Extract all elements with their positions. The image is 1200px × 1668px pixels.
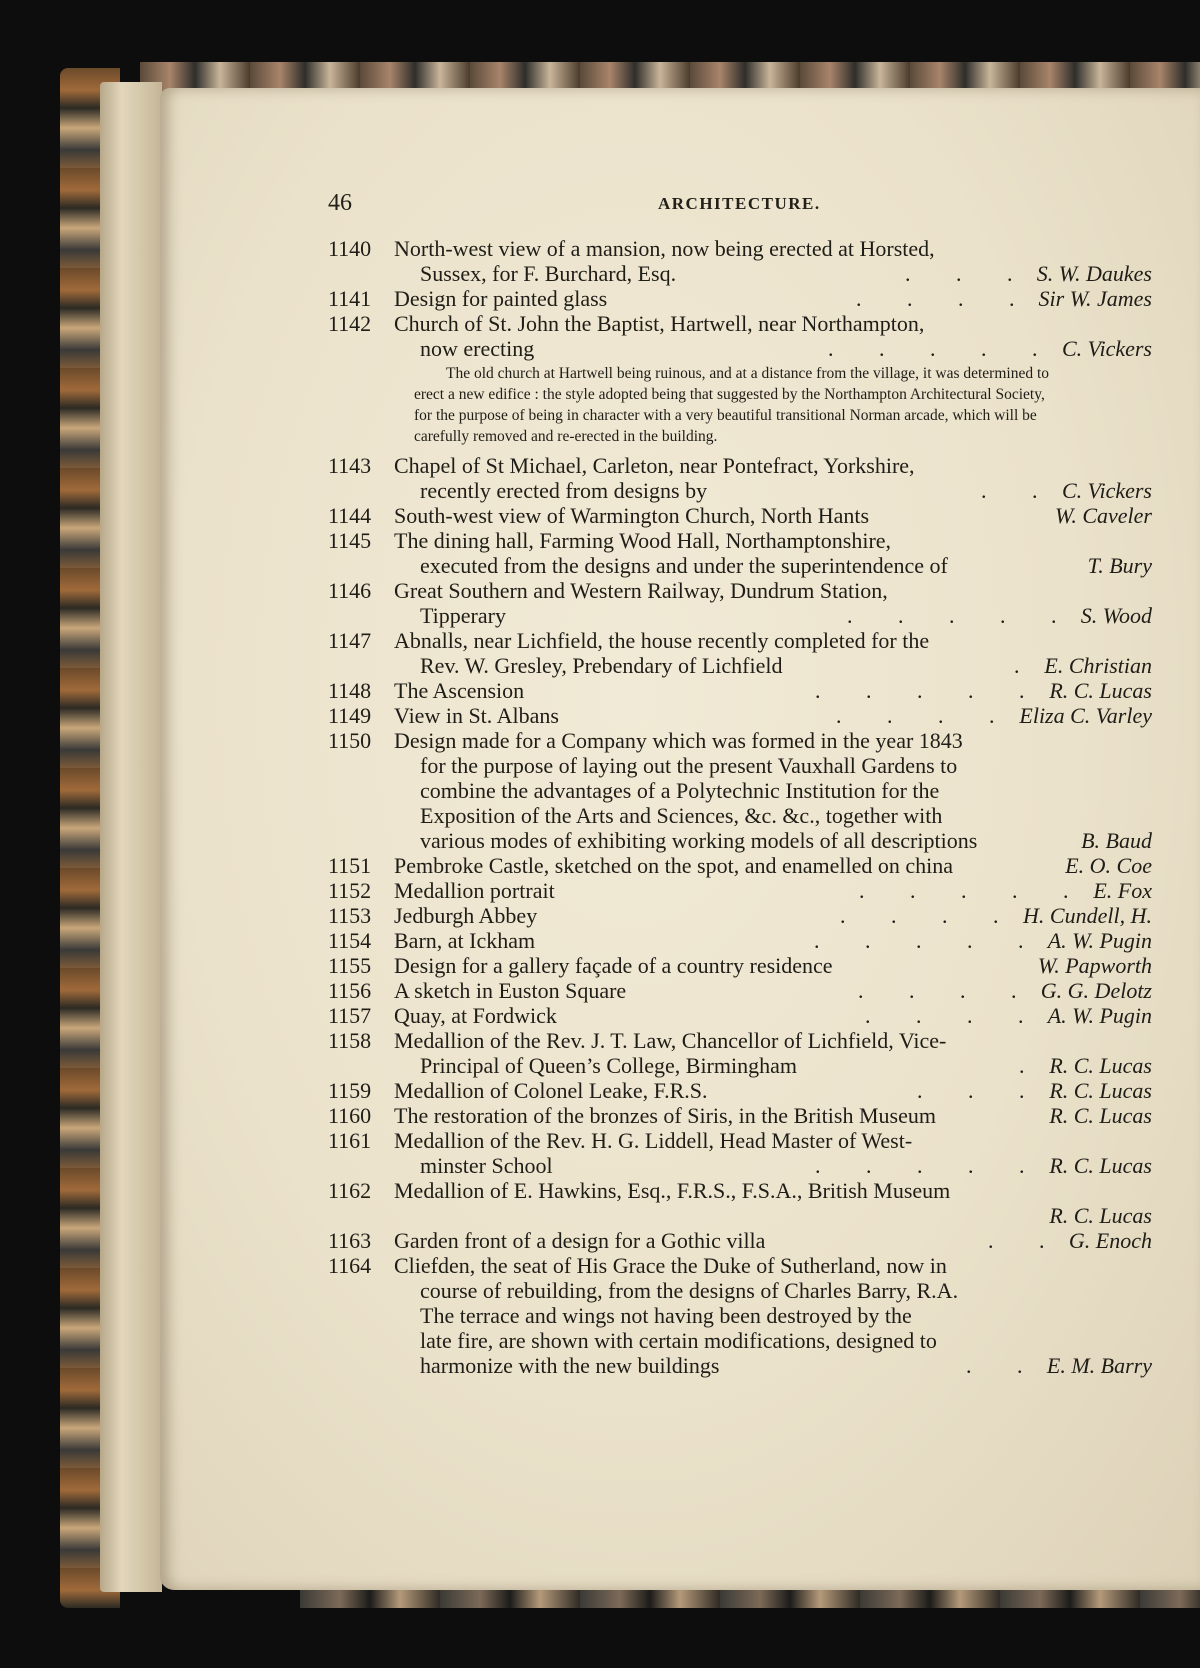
- catalogue-entry: [328, 1028, 1152, 1078]
- entry-line: [328, 853, 1152, 878]
- entry-text: The dining hall, Farming Wood Hall, Northamptonshire,: [394, 528, 892, 553]
- entry-text: recently erected from designs by: [420, 478, 708, 503]
- entry-artist: E. M. Barry: [1046, 1353, 1152, 1378]
- entry-line: [328, 703, 1152, 728]
- entry-line: [328, 1203, 1152, 1228]
- entry-text: various modes of exhibiting working models of all descriptions: [420, 828, 978, 853]
- leader-dots: . . . . .: [828, 336, 1038, 361]
- entry-number: 1153: [328, 903, 372, 928]
- entry-text: harmonize with the new buildings: [420, 1353, 720, 1378]
- catalogue-entry: [328, 953, 1152, 978]
- leader-dots: . . . . .: [815, 678, 1025, 703]
- entry-text: Garden front of a design for a Gothic villa: [394, 1228, 766, 1253]
- catalogue-entry: [328, 928, 1152, 953]
- entry-text: View in St. Albans: [394, 703, 559, 728]
- entry-text: for the purpose of laying out the present Vauxhall Gardens to: [420, 753, 958, 778]
- catalogue-entry: [328, 311, 1152, 453]
- entry-line: [328, 1178, 1152, 1203]
- catalogue-entry: [328, 978, 1152, 1003]
- entry-line: [328, 603, 1152, 628]
- entry-number: 1148: [328, 678, 372, 703]
- entry-artist: Eliza C. Varley: [1019, 703, 1152, 728]
- entry-artist: E. Christian: [1044, 653, 1152, 678]
- leader-dots: .: [1014, 653, 1020, 678]
- catalogue-entries: [328, 236, 1152, 1378]
- entry-line: [328, 878, 1152, 903]
- entry-line: [328, 1003, 1152, 1028]
- entry-artist: T. Bury: [1087, 553, 1152, 578]
- entry-line: [328, 286, 1152, 311]
- entry-line: [328, 1303, 1152, 1328]
- entry-artist: C. Vickers: [1061, 478, 1152, 503]
- entry-line: [328, 903, 1152, 928]
- entry-artist: H. Cundell, H.: [1023, 903, 1152, 928]
- entry-number: 1144: [328, 503, 372, 528]
- entry-number: 1154: [328, 928, 372, 953]
- entry-number: 1161: [328, 1128, 372, 1153]
- catalogue-entry: [328, 578, 1152, 628]
- entry-number: 1149: [328, 703, 372, 728]
- catalogue-entry: [328, 1128, 1152, 1178]
- entry-number: 1151: [328, 853, 372, 878]
- entry-text: Great Southern and Western Railway, Dundrum Station,: [394, 578, 888, 603]
- entry-number: 1150: [328, 728, 372, 753]
- catalogue-entry: [328, 453, 1152, 503]
- entry-text: minster School: [420, 1153, 553, 1178]
- leader-dots: . . . . .: [815, 1153, 1025, 1178]
- entry-line: [328, 928, 1152, 953]
- leader-dots: . . . . .: [814, 928, 1024, 953]
- leader-dots: . . . .: [865, 1003, 1024, 1028]
- entry-line: [328, 236, 1152, 261]
- entry-artist: E. Fox: [1093, 878, 1152, 903]
- entry-text: Medallion of the Rev. J. T. Law, Chancellor of Lichfield, Vice-: [394, 1028, 947, 1053]
- page-header: [328, 190, 1128, 220]
- entry-number: 1155: [328, 953, 372, 978]
- entry-text: Church of St. John the Baptist, Hartwell, near Northampton,: [394, 311, 925, 336]
- entry-line: [328, 578, 1152, 603]
- entry-artist: G. G. Delotz: [1040, 978, 1152, 1003]
- entry-line: [328, 1103, 1152, 1128]
- entry-line: [328, 628, 1152, 653]
- entry-text: Design for a gallery façade of a country residence: [394, 953, 833, 978]
- entry-text: North-west view of a mansion, now being erected at Horsted,: [394, 236, 935, 261]
- catalogue-entry: [328, 678, 1152, 703]
- leader-dots: .: [1019, 1053, 1025, 1078]
- leader-dots: . . .: [917, 1078, 1025, 1103]
- entry-artist: R. C. Lucas: [1049, 678, 1152, 703]
- leader-dots: . . .: [905, 261, 1013, 286]
- entry-text: Medallion portrait: [394, 878, 555, 903]
- entry-text: Medallion of E. Hawkins, Esq., F.R.S., F.S.A., British Museum: [394, 1178, 951, 1203]
- entry-artist: S. Wood: [1080, 603, 1152, 628]
- entry-number: 1157: [328, 1003, 372, 1028]
- entry-line: [328, 503, 1152, 528]
- catalogue-entry: [328, 1178, 1152, 1228]
- entry-line: [328, 1128, 1152, 1153]
- running-head: ARCHITECTURE.: [658, 194, 821, 213]
- catalogue-entry: [328, 1228, 1152, 1253]
- entry-number: 1160: [328, 1103, 372, 1128]
- entry-text: now erecting: [420, 336, 535, 361]
- catalogue-entry: [328, 503, 1152, 528]
- entry-artist: S. W. Daukes: [1036, 261, 1152, 286]
- entry-text: Principal of Queen’s College, Birmingham: [420, 1053, 797, 1078]
- catalogue-entry: [328, 1003, 1152, 1028]
- entry-line: [328, 728, 1152, 753]
- entry-text: Tipperary: [420, 603, 506, 628]
- entry-line: [328, 1253, 1152, 1278]
- entry-text: Quay, at Fordwick: [394, 1003, 557, 1028]
- entry-number: 1162: [328, 1178, 372, 1203]
- entry-line: [328, 1278, 1152, 1303]
- leader-dots: . . . .: [836, 703, 995, 728]
- entry-artist: A. W. Pugin: [1047, 1003, 1152, 1028]
- entry-number: 1146: [328, 578, 372, 603]
- entry-text: course of rebuilding, from the designs of Charles Barry, R.A.: [420, 1278, 959, 1303]
- entry-text: combine the advantages of a Polytechnic Institution for the: [420, 778, 940, 803]
- entry-line: [328, 1328, 1152, 1353]
- entry-artist: R. C. Lucas: [1049, 1203, 1152, 1228]
- leader-dots: . . . .: [858, 978, 1017, 1003]
- entry-number: 1143: [328, 453, 372, 478]
- entry-line: [328, 1153, 1152, 1178]
- entry-number: 1159: [328, 1078, 372, 1103]
- entry-number: 1164: [328, 1253, 372, 1278]
- entry-line: [328, 553, 1152, 578]
- entry-text: The terrace and wings not having been destroyed by the: [420, 1303, 912, 1328]
- entry-line: [328, 311, 1152, 336]
- entry-artist: A. W. Pugin: [1047, 928, 1152, 953]
- entry-text: Barn, at Ickham: [394, 928, 536, 953]
- leader-dots: . . . . .: [847, 603, 1057, 628]
- catalogue-entry: [328, 528, 1152, 578]
- entry-line: [328, 953, 1152, 978]
- entry-artist: G. Enoch: [1068, 1228, 1152, 1253]
- entry-text: Medallion of the Rev. H. G. Liddell, Head Master of West-: [394, 1128, 913, 1153]
- entry-number: 1145: [328, 528, 372, 553]
- entry-number: 1141: [328, 286, 372, 311]
- entry-text: Rev. W. Gresley, Prebendary of Lichfield: [420, 653, 783, 678]
- entry-text: Design for painted glass: [394, 286, 608, 311]
- entry-text: executed from the designs and under the superintendence of: [420, 553, 948, 578]
- entry-line: [328, 978, 1152, 1003]
- leader-dots: . . . .: [840, 903, 999, 928]
- catalogue-entry: [328, 1253, 1152, 1378]
- entry-line: [328, 336, 1152, 361]
- entry-text: The restoration of the bronzes of Siris, in the British Museum: [394, 1103, 936, 1128]
- entry-artist: Sir W. James: [1038, 286, 1152, 311]
- entry-line: [328, 678, 1152, 703]
- entry-line: [328, 1078, 1152, 1103]
- entry-line: [328, 803, 1152, 828]
- entry-text: Exposition of the Arts and Sciences, &c. &c., together with: [420, 803, 943, 828]
- leader-dots: . .: [988, 1228, 1045, 1253]
- page-number: 46: [328, 190, 352, 216]
- entry-line: [328, 1228, 1152, 1253]
- leader-dots: . .: [966, 1353, 1023, 1378]
- entry-note: The old church at Hartwell being ruinous, and at a distance from the village, it was determined to erect a new edifice : the style adopted being that suggested by the Northampton Architectural Society, for the purpose of being in character with a very beautiful transitional Norman arcade, which will be carefully removed and re-erected in the building.: [414, 365, 1050, 445]
- entry-line: [328, 1353, 1152, 1378]
- entry-line: [328, 478, 1152, 503]
- entry-artist: R. C. Lucas: [1049, 1078, 1152, 1103]
- entry-line: [328, 528, 1152, 553]
- entry-artist: E. O. Coe: [1065, 853, 1152, 878]
- catalogue-entry: [328, 628, 1152, 678]
- entry-text: Medallion of Colonel Leake, F.R.S.: [394, 1078, 708, 1103]
- entry-text: The Ascension: [394, 678, 525, 703]
- entry-text: Sussex, for F. Burchard, Esq.: [420, 261, 677, 286]
- entry-line: [328, 653, 1152, 678]
- catalogue-entry: [328, 1078, 1152, 1103]
- entry-artist: R. C. Lucas: [1049, 1153, 1152, 1178]
- entry-line: [328, 828, 1152, 853]
- catalogue-entry: [328, 878, 1152, 903]
- entry-text: Abnalls, near Lichfield, the house recently completed for the: [394, 628, 930, 653]
- catalogue-entry: [328, 1103, 1152, 1128]
- entry-number: 1147: [328, 628, 372, 653]
- entry-number: 1140: [328, 236, 372, 261]
- entry-text: Chapel of St Michael, Carleton, near Pontefract, Yorkshire,: [394, 453, 915, 478]
- catalogue-entry: [328, 853, 1152, 878]
- entry-line: [328, 1028, 1152, 1053]
- leader-dots: . .: [981, 478, 1038, 503]
- entry-artist: C. Vickers: [1061, 336, 1152, 361]
- entry-line: [328, 453, 1152, 478]
- entry-text: late fire, are shown with certain modifications, designed to: [420, 1328, 937, 1353]
- entry-artist: W. Caveler: [1055, 503, 1152, 528]
- entry-artist: R. C. Lucas: [1049, 1053, 1152, 1078]
- entry-text: Jedburgh Abbey: [394, 903, 538, 928]
- entry-line: [328, 778, 1152, 803]
- entry-text: Cliefden, the seat of His Grace the Duke of Sutherland, now in: [394, 1253, 947, 1278]
- entry-artist: W. Papworth: [1037, 953, 1152, 978]
- entry-line: [328, 753, 1152, 778]
- leader-dots: . . . . .: [859, 878, 1069, 903]
- entry-number: 1152: [328, 878, 372, 903]
- catalogue-entry: [328, 728, 1152, 853]
- entry-text: Design made for a Company which was formed in the year 1843: [394, 728, 963, 753]
- page-stack: [100, 82, 162, 1592]
- catalogue-entry: [328, 903, 1152, 928]
- catalogue-entry: [328, 236, 1152, 286]
- entry-number: 1156: [328, 978, 372, 1003]
- entry-artist: B. Baud: [1081, 828, 1152, 853]
- entry-number: 1142: [328, 311, 372, 336]
- leader-dots: . . . .: [856, 286, 1015, 311]
- entry-text: South-west view of Warmington Church, North Hants: [394, 503, 870, 528]
- entry-text: Pembroke Castle, sketched on the spot, and enamelled on china: [394, 853, 954, 878]
- catalogue-entry: [328, 703, 1152, 728]
- entry-line: [328, 1053, 1152, 1078]
- entry-artist: R. C. Lucas: [1049, 1103, 1152, 1128]
- entry-text: A sketch in Euston Square: [394, 978, 627, 1003]
- entry-number: 1158: [328, 1028, 372, 1053]
- entry-number: 1163: [328, 1228, 372, 1253]
- entry-line: [328, 261, 1152, 286]
- catalogue-entry: [328, 286, 1152, 311]
